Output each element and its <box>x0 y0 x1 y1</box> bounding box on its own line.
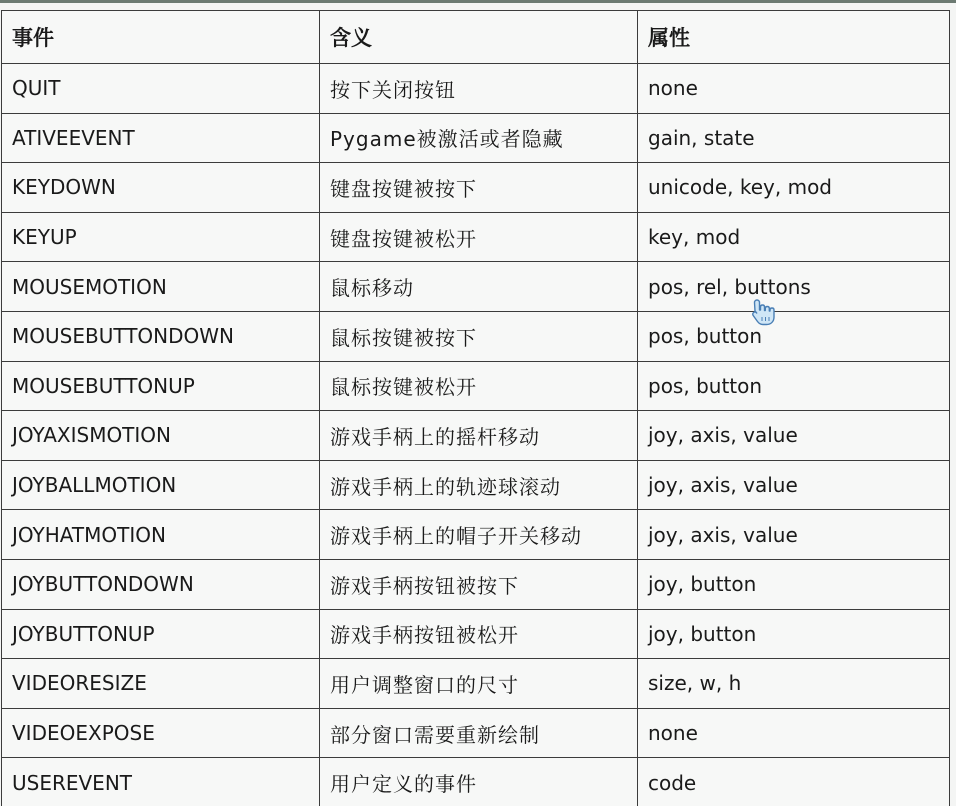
event-attributes-cell: none <box>638 64 950 114</box>
table-header-row <box>2 11 950 64</box>
event-attributes-cell: key, mod <box>638 212 950 262</box>
table-row <box>2 609 950 659</box>
event-name-cell: JOYAXISMOTION <box>2 411 320 461</box>
table-row <box>2 411 950 461</box>
event-attributes-cell: code <box>638 758 950 806</box>
table-row <box>2 163 950 213</box>
header-meaning: 含义 <box>320 11 638 64</box>
event-attributes-cell: gain, state <box>638 113 950 163</box>
event-meaning-cell: Pygame被激活或者隐藏 <box>320 113 638 163</box>
event-name-cell: JOYBUTTONDOWN <box>2 559 320 609</box>
event-attributes-cell: unicode, key, mod <box>638 163 950 213</box>
event-meaning-cell: 游戏手柄按钮被按下 <box>320 559 638 609</box>
event-meaning-cell: 游戏手柄按钮被松开 <box>320 609 638 659</box>
event-meaning-cell: 键盘按键被按下 <box>320 163 638 213</box>
header-event: 事件 <box>2 11 320 64</box>
event-meaning-cell: 鼠标移动 <box>320 262 638 312</box>
event-name-cell: MOUSEBUTTONUP <box>2 361 320 411</box>
event-meaning-cell: 鼠标按键被按下 <box>320 311 638 361</box>
event-name-cell: USEREVENT <box>2 758 320 806</box>
table-row <box>2 64 950 114</box>
event-meaning-cell: 游戏手柄上的轨迹球滚动 <box>320 460 638 510</box>
event-name-cell: JOYHATMOTION <box>2 510 320 560</box>
event-name-cell: ATIVEEVENT <box>2 113 320 163</box>
table-row <box>2 212 950 262</box>
event-attributes-cell: joy, axis, value <box>638 411 950 461</box>
event-attributes-cell: joy, button <box>638 609 950 659</box>
event-attributes-cell: pos, button <box>638 361 950 411</box>
event-meaning-cell: 用户调整窗口的尺寸 <box>320 659 638 709</box>
event-attributes-cell: joy, axis, value <box>638 510 950 560</box>
pygame-events-table <box>1 10 950 806</box>
event-meaning-cell: 按下关闭按钮 <box>320 64 638 114</box>
event-attributes-cell: none <box>638 708 950 758</box>
table-row <box>2 559 950 609</box>
event-name-cell: QUIT <box>2 64 320 114</box>
table-row <box>2 262 950 312</box>
event-name-cell: VIDEOEXPOSE <box>2 708 320 758</box>
event-name-cell: MOUSEMOTION <box>2 262 320 312</box>
event-name-cell: KEYDOWN <box>2 163 320 213</box>
event-name-cell: MOUSEBUTTONDOWN <box>2 311 320 361</box>
table-row <box>2 311 950 361</box>
header-attributes: 属性 <box>638 11 950 64</box>
event-meaning-cell: 部分窗口需要重新绘制 <box>320 708 638 758</box>
event-name-cell: VIDEORESIZE <box>2 659 320 709</box>
hand-pointer-icon <box>748 296 780 328</box>
event-attributes-cell: pos, rel, buttons <box>638 262 950 312</box>
event-meaning-cell: 游戏手柄上的帽子开关移动 <box>320 510 638 560</box>
table-row <box>2 659 950 709</box>
event-attributes-cell: pos, button <box>638 311 950 361</box>
event-meaning-cell: 游戏手柄上的摇杆移动 <box>320 411 638 461</box>
event-attributes-cell: joy, button <box>638 559 950 609</box>
table-row <box>2 758 950 806</box>
event-name-cell: JOYBUTTONUP <box>2 609 320 659</box>
event-meaning-cell: 鼠标按键被松开 <box>320 361 638 411</box>
top-edge-divider <box>0 0 956 3</box>
table-row <box>2 460 950 510</box>
table-row <box>2 510 950 560</box>
event-name-cell: JOYBALLMOTION <box>2 460 320 510</box>
event-attributes-cell: size, w, h <box>638 659 950 709</box>
table-row <box>2 361 950 411</box>
table-row <box>2 113 950 163</box>
event-name-cell: KEYUP <box>2 212 320 262</box>
event-meaning-cell: 用户定义的事件 <box>320 758 638 806</box>
table-row <box>2 708 950 758</box>
event-attributes-cell: joy, axis, value <box>638 460 950 510</box>
event-meaning-cell: 键盘按键被松开 <box>320 212 638 262</box>
